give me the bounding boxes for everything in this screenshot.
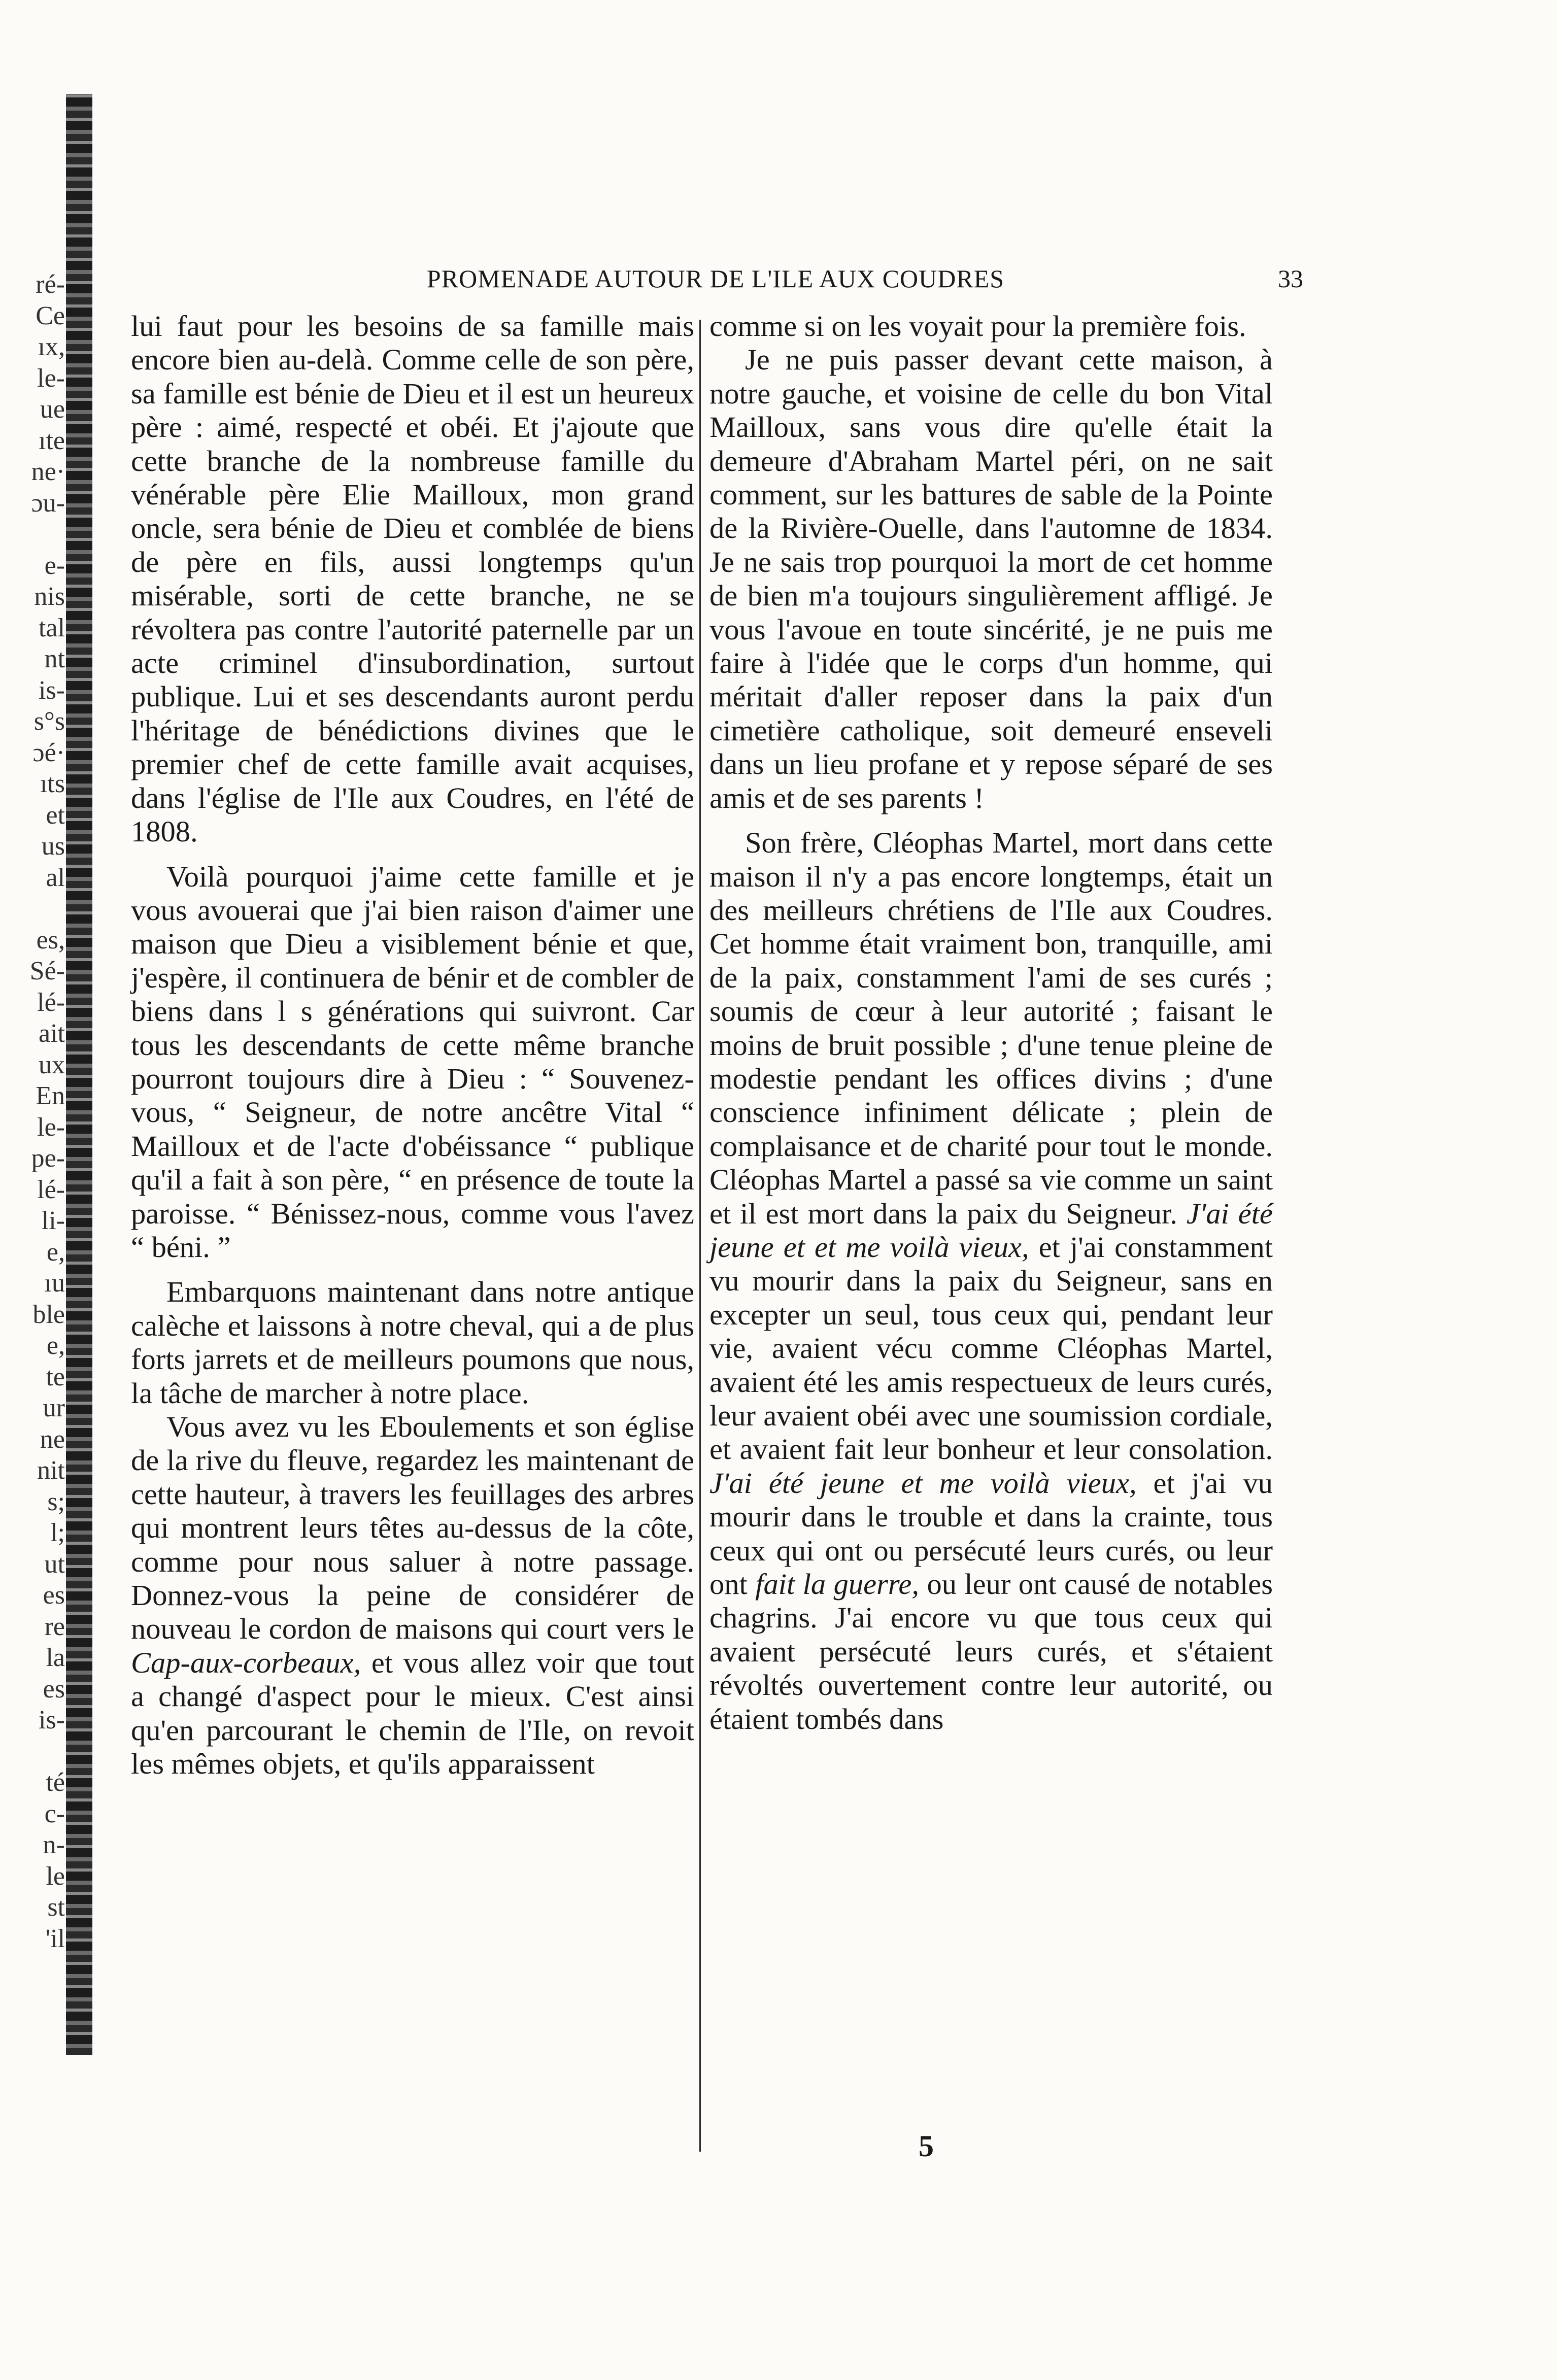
edge-fragment: Ce [36, 301, 65, 330]
edge-fragment: us [41, 832, 65, 861]
edge-fragment: es, [36, 925, 65, 955]
previous-page-edge [0, 269, 65, 2065]
edge-fragment: e- [44, 551, 65, 580]
edge-fragment: ait [39, 1019, 65, 1048]
page-number: 33 [1278, 264, 1303, 293]
edge-fragment: ut [44, 1549, 65, 1579]
edge-fragment: c- [44, 1799, 65, 1828]
edge-fragment: n- [43, 1830, 65, 1859]
edge-fragment: li- [41, 1206, 65, 1235]
edge-fragment: le [46, 1861, 65, 1891]
edge-fragment: pe- [31, 1144, 65, 1173]
edge-fragment: s°s [33, 707, 65, 736]
edge-fragment: ıts [40, 769, 65, 798]
edge-fragment: l; [50, 1518, 65, 1547]
edge-fragment: is- [39, 1706, 65, 1735]
edge-fragment: 'il [45, 1924, 65, 1953]
left-column [131, 310, 694, 1781]
paragraph-7-text-a: Son frère, Cléophas Martel, mort dans cette maison il n'y a pas encore longtemps, était un des meilleurs chrétiens de l'Ile aux Coudres. Cet homme était vraiment bon, tranquille, ami de la paix, constamment l'ami de ses curés ; soumis de cœur à leur autorité ; faisant le moins de bruit possible ; d'une tenue pleine de modestie pendant les offices divins ; d'une conscience infiniment délicate ; plein de complaisance et de charité pour tout le monde. Cléophas Martel a passé sa vie comme un saint et il est mort dans la paix du Seigneur. [709, 826, 1273, 1230]
edge-fragment: ɔé· [32, 738, 65, 767]
edge-fragment: ble [32, 1300, 65, 1329]
edge-fragment: lé- [37, 1175, 65, 1204]
place-name-cap-aux-corbeaux: Cap-aux-corbeaux, [131, 1646, 361, 1679]
paragraph-4 [131, 1410, 694, 1781]
edge-fragment: re [44, 1612, 65, 1641]
edge-fragment: et [46, 800, 65, 830]
edge-fragment [0, 893, 65, 925]
edge-fragment: st [47, 1893, 65, 1922]
edge-fragment: ur [43, 1393, 65, 1422]
paragraph-7 [709, 826, 1273, 1736]
edge-fragment: es [43, 1581, 65, 1610]
paragraph-7-text-d: ou leur ont causé de notables chagrins. J'ai encore vu que tous ceux qui avaient persécuté leurs curés, et s'étaient révoltés ouvertement contre leur autorité, ou étaient tombés dans [709, 1568, 1273, 1736]
signature-mark: 5 [919, 2129, 934, 2163]
edge-fragment: le- [37, 1112, 65, 1142]
edge-fragment: te [46, 1362, 65, 1391]
paragraph-3: Embarquons maintenant dans notre antique calèche et laissons à notre cheval, qui a de plus forts jarrets et de meilleurs poumons que nous, la tâche de marcher à notre place. [131, 1275, 694, 1410]
edge-fragment: tal [39, 613, 65, 642]
edge-fragment: is- [39, 675, 65, 705]
edge-fragment: le- [37, 363, 65, 393]
edge-fragment: lé- [37, 988, 65, 1017]
edge-fragment: nit [37, 1456, 65, 1485]
edge-fragment: es [43, 1674, 65, 1704]
phrase-fait-la-guerre: fait la guerre, [755, 1568, 920, 1601]
edge-fragment: e, [46, 1331, 65, 1360]
paragraph-7-text-b: et j'ai constamment vu mourir dans la paix du Seigneur, sans en excepter un seul, tous ceux qui, pendant leur vie, avaient vécu comme Cléophas Martel, avaient été les amis respectueux de leurs curés, leur avaient obéi avec une soumission cordiale, et avaient fait leur bonheur et leur consolation. [709, 1230, 1273, 1466]
edge-fragment: al [46, 863, 65, 892]
edge-fragment [0, 1736, 65, 1767]
edge-fragment: ne· [31, 457, 65, 486]
edge-fragment: té [46, 1768, 65, 1797]
paragraph-4-text-a: Vous avez vu les Eboulements et son église de la rive du fleuve, regardez les maintenant de cette hauteur, à travers les feuillages des arbres qui montrent leurs têtes au-dessus de la côte, comme pour nous saluer à notre passage. Donnez-vous la peine de considérer de nouveau le cordon de maisons qui court vers le [131, 1410, 694, 1646]
paragraph-4-text-b: et vous allez voir que tout a changé d'aspect pour le mieux. C'est ainsi qu'en parcourant le chemin de l'Ile, on revoit les mêmes objets, et qu'ils apparaissent [131, 1646, 694, 1781]
edge-fragment: ré- [36, 270, 65, 299]
edge-fragment: ıte [39, 426, 65, 455]
edge-fragment: ne [40, 1424, 65, 1454]
edge-fragment: nt [44, 644, 65, 673]
edge-fragment: ue [40, 395, 65, 424]
edge-fragment: ɔu- [31, 488, 65, 518]
paragraph-5: comme si on les voyait pour la première fois. [709, 310, 1246, 343]
right-column [709, 310, 1273, 1736]
edge-fragment: nis [34, 582, 65, 611]
edge-fragment: ıu [44, 1269, 65, 1298]
running-head: PROMENADE AUTOUR DE L'ILE AUX COUDRES [426, 264, 1005, 293]
paragraph-7-text-c: et j'ai vu mourir dans le trouble et dans la crainte, tous ceux qui ont ou persécuté leurs curés, ou leur ont [709, 1466, 1273, 1601]
paragraph-2: Voilà pourquoi j'aime cette famille et je vous avouerai que j'ai bien raison d'aimer une maison que Dieu a visiblement bénie et que, j'espère, il continuera de bénir et de combler de biens dans l s générations qui suivront. Car tous les descendants de cette même branche pourront toujours dire à Dieu : “ Souvenez-vous, “ Seigneur, de notre ancêtre Vital “ Mailloux et de l'acte d'obéissance “ publique qu'il a fait à son père, “ en présence de toute la paroisse. “ Bénissez-nous, comme vous l'avez “ béni. ” [131, 860, 694, 1264]
quote-jeune-vieux-1: J'ai été jeune et et me voilà vieux, [709, 1197, 1273, 1264]
book-binding-edge [66, 94, 92, 2055]
column-divider [699, 320, 701, 2152]
quote-jeune-vieux-2: J'ai été jeune et me voilà vieux, [709, 1466, 1137, 1500]
edge-fragment: e, [46, 1237, 65, 1267]
edge-fragment [0, 519, 65, 550]
paragraph-1: lui faut pour les besoins de sa famille mais encore bien au-delà. Comme celle de son père, sa famille est bénie de Dieu et il est un heureux père : aimé, respecté et obéi. Et j'ajoute que cette branche de la nombreuse famille du vénérable père Elie Mailloux, mon grand oncle, sera bénie de Dieu et comblée de biens de père en fils, aussi longtemps qu'un misérable, sorti de cette branche, ne se révoltera pas contre l'autorité paternelle par un acte criminel d'insubordination, surtout publique. Lui et ses descendants auront perdu l'héritage de bénédictions divines que le premier chef de cette famille avait acquises, dans l'église de l'Ile aux Coudres, en l'été de 1808. [131, 310, 694, 848]
edge-fragment: s; [47, 1487, 65, 1516]
edge-fragment: la [46, 1643, 65, 1672]
edge-fragment: En [36, 1081, 65, 1110]
edge-fragment: ıx, [38, 332, 65, 361]
edge-fragment: Sé- [29, 957, 65, 985]
paragraph-6: Je ne puis passer devant cette maison, à notre gauche, et voisine de celle du bon Vital Mailloux, sans vous dire qu'elle était la demeure d'Abraham Martel péri, on ne sait comment, sur les battures de sable de la Pointe de la Rivière-Ouelle, dans l'automne de 1834. Je ne sais trop pourquoi la mort de cet homme de bien m'a toujours singulièrement affligé. Je vous l'avoue en toute sincérité, je ne puis me faire à l'idée que le corps d'un homme, qui méritait d'aller reposer dans la paix d'un cimetière catholique, soit demeuré enseveli dans un lieu profane et y repose séparé de ses amis et de ses parents ! [709, 343, 1273, 814]
edge-fragment: ux [39, 1050, 65, 1079]
